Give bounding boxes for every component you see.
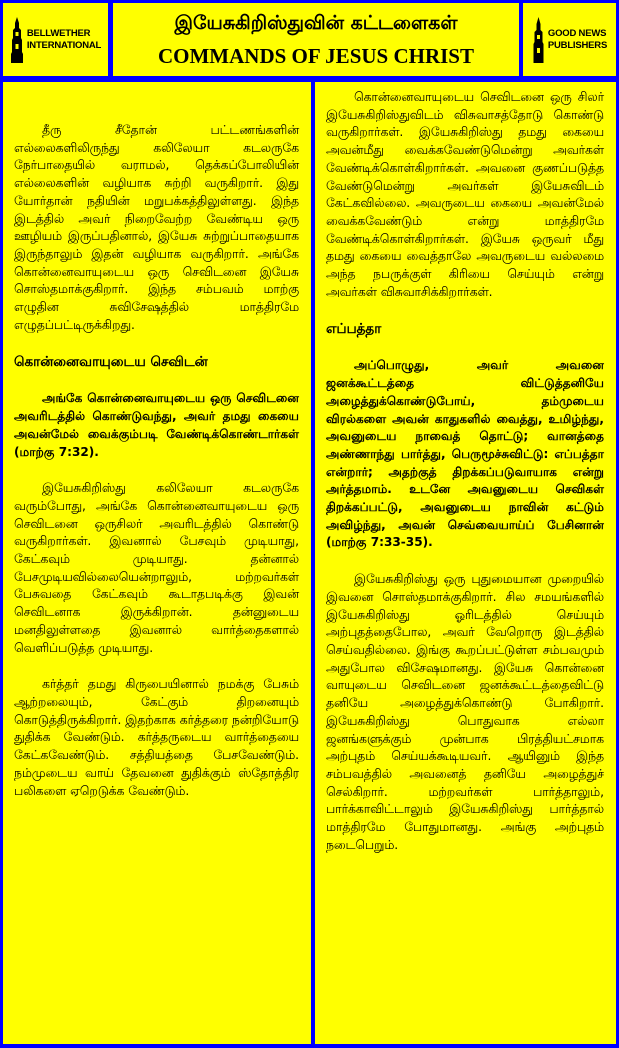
bellwether-logo-text xyxy=(27,28,101,52)
left-paragraph-2: இயேசுகிறிஸ்து கலிலேயா கடலருகே வரும்போது, அங்கே கொன்னைவாயுடைய ஒரு செவிடனை ஒருசிலர் அவரிடத்தில் கொண்டு வருகிறார்கள். இவனால் பேசவும் முடியாது, கேட்கவும் முடியாது. தன்னால் பேசமுடியவில்லையென்றாலும், மற்றவர்கள் பேசுவதை கேட்கவும் கூடாதபடிக்கு இவன் செவிடனாக இருக்கிறான். தன்னுடைய மனதிலுள்ளதை இவனால் வார்த்தைகளால் வெளிப்படுத்த முடியாது. xyxy=(14,481,299,655)
logo-right-line-1: GOOD NEWS xyxy=(547,27,607,39)
bellwether-logo xyxy=(3,3,108,76)
logo-left-line-1: BELLWETHER xyxy=(26,27,91,39)
left-paragraph-3: கர்த்தர் தமது கிருபையினால் நமக்கு பேசும் ஆற்றலையும், கேட்கும் திறனையும் கொடுத்திருக்கிறார். இதற்காக கர்த்தரை நன்றியோடு துதிக்க வேண்டும். கர்த்தருடைய வார்த்தையை கேட்கவேண்டும். சத்தியத்தை பேசவேண்டும். நம்முடைய வாய் தேவனை துதிக்கும் ஸ்தோத்திர பலிகளை ஏறெடுக்க வேண்டும். xyxy=(14,677,299,798)
left-paragraph-1: தீரு சீதோன் பட்டணங்களின் எல்லைகளிலிருந்து கலிலேயா கடலருகே நேர்பாதையில் வராமல், தெக்கப்போலியின் எல்லைகளின் வழியாக சுற்றி வருகிறார். இது யோர்தான் நதியின் மறுபக்கத்திலுள்ளது. இந்த இடத்தில் அவர் நிறைவேற்ற வேண்டிய ஒரு ஊழியம் இருப்பதினால், இயேசு சுற்றுப்பாதையாக இருந்தாலும் இதன் வழியாக வருகிறார். அங்கே கொன்னைவாயுடைய ஒரு செவிடனை இயேசு சொஸ்தமாக்குகிறார். இந்த சம்பவம் மாற்கு எழுதின சுவிசேஷத்தில் மாத்திரமே எழுதப்பட்டிருக்கிறது. xyxy=(14,123,299,332)
title-english: COMMANDS OF JESUS CHRIST xyxy=(157,44,474,68)
good-news-logo xyxy=(523,3,616,76)
logo-left-line-2: INTERNATIONAL xyxy=(26,39,102,51)
right-verse: அப்பொழுது, அவர் அவனை ஜனக்கூட்டத்தை விட்டுத்தனியே அழைத்துக்கொண்டுபோய், தம்முடைய விரல்களை அவன் காதுகளில் வைத்து, உமிழ்ந்து, அவனுடைய நாவைத் தொட்டு; வானத்தை அண்ணாந்து பார்த்து, பெருமூச்சுவிட்டு: எப்பத்தா என்றார்; அதற்குத் திறக்கப்படுவாயாக என்று அர்த்தமாம். உடனே அவனுடைய செவிகள் திறக்கப்பட்டு, அவனுடைய நாவின் கட்டும் அவிழ்ந்து, அவன் செவ்வையாய்ப் பேசினான் (மாற்கு 7:33-35). xyxy=(326,358,604,550)
logo-right-line-2: PUBLISHERS xyxy=(547,39,608,51)
bell-tower-icon xyxy=(10,16,24,64)
tower-icon xyxy=(532,16,545,64)
right-heading: எப்பத்தா xyxy=(326,321,382,338)
right-column xyxy=(315,82,616,1044)
left-column xyxy=(3,82,311,1044)
left-verse: அங்கே கொன்னைவாயுடைய ஒரு செவிடனை அவரிடத்தில் கொண்டுவந்து, அவர் தமது கையை அவன்மேல் வைக்கும்படி வேண்டிக்கொண்டார்கள் (மாற்கு 7:32). xyxy=(14,391,299,459)
right-paragraph-2: இயேசுகிறிஸ்து ஒரு புதுமையான முறையில் இவனை சொஸ்தமாக்குகிறார். சில சமயங்களில் இயேசுகிறிஸ்து ஓரிடத்தில் செய்யும் அற்புதத்தைபோல, அவர் வேறொரு இடத்தில் செய்வதில்லை. இங்கு கூறப்பட்டுள்ள சம்பவமும் அதுபோல விசேஷமானது. இயேசு கொன்னை வாயுடைய செவிடனை ஜனக்கூட்டத்தைவிட்டு தனியே அழைத்துக்கொண்டு போகிறார். இயேசுகிறிஸ்து பொதுவாக எல்லா ஜனங்களுக்கும் முன்பாக பிரத்தியட்சமாக அற்புதம் செய்யக்கூடியவர். ஆயினும் இந்த சம்பவத்தில் அவனைத் தனியே அழைத்துச் செல்கிறார். மற்றவர்கள் பார்த்தாலும், பார்க்காவிட்டாலும் இயேசுகிறிஸ்து பார்த்தால் மாத்திரமே போதுமானது. அங்கு அற்புதம் நடைபெறும். xyxy=(326,572,604,852)
left-heading: கொன்னைவாயுடைய செவிடன் xyxy=(14,354,208,371)
title-banner xyxy=(113,3,519,76)
good-news-logo-text xyxy=(548,28,607,52)
title-tamil: இயேசுகிறிஸ்துவின் கட்டளைகள் xyxy=(174,12,458,34)
right-paragraph-1: கொன்னைவாயுடைய செவிடனை ஒரு சிலர் இயேசுகிறிஸ்துவிடம் விசுவாசத்தோடு கொண்டு வருகிறார்கள். இயேசுகிறிஸ்து தமது கையை அவன்மீது வைக்கவேண்டுமென்று அவர்கள் வேண்டிக்கொள்கிறார்கள். அவனை குணப்படுத்த வேண்டுமென்று அவர்கள் இயேசுவிடம் கேட்கவில்லை. அவருடைய கையை அவன்மேல் வைக்கவேண்டும் என்று மாத்திரமே வேண்டிக்கொள்கிறார்கள். இயேசு ஒருவர் மீது தமது கையை வைத்தாலே அவருடைய வல்லமை அந்த நபருக்குள் கிரியை செய்யும் என்று அவர்கள் விசுவாசிக்கிறார்கள். xyxy=(326,90,604,299)
